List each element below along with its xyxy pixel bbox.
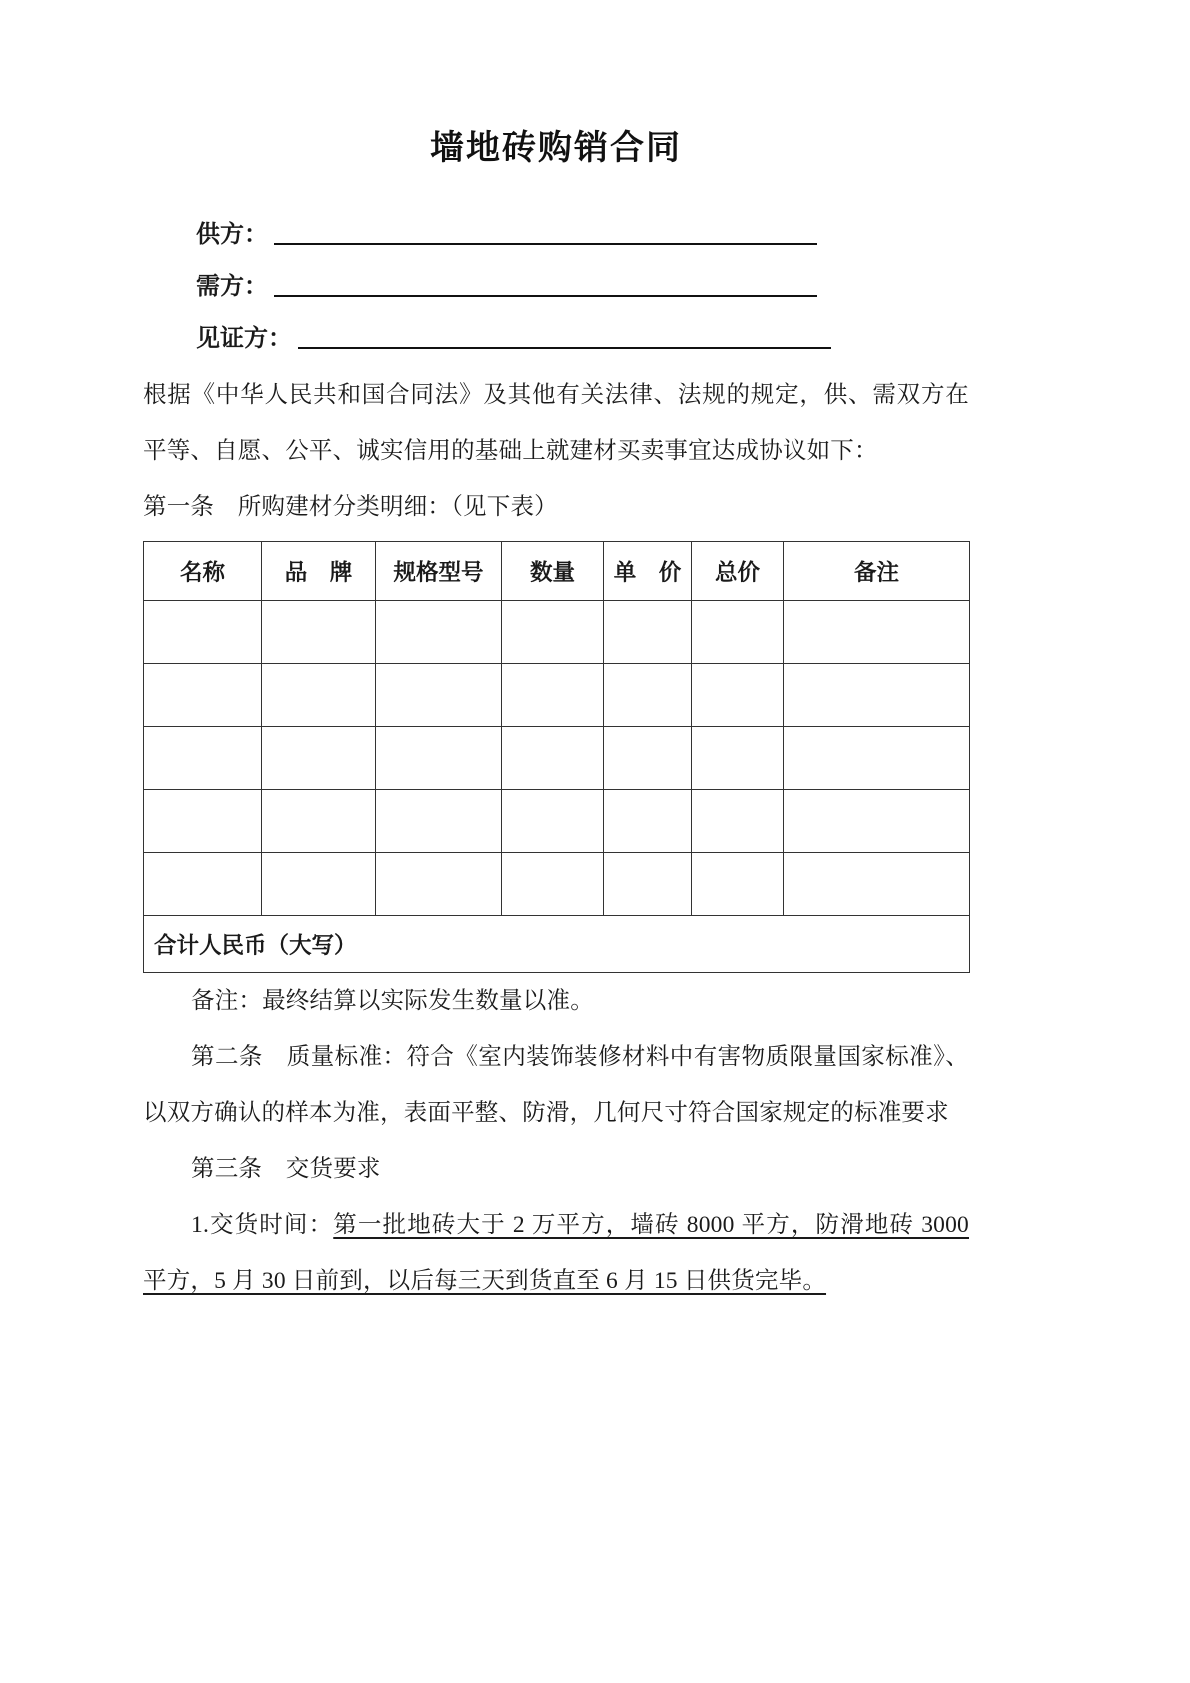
cell-price[interactable] bbox=[604, 600, 692, 663]
cell-qty[interactable] bbox=[502, 789, 604, 852]
table-row bbox=[144, 852, 970, 915]
materials-table bbox=[143, 541, 970, 973]
clause-three-item-1 bbox=[143, 1197, 969, 1309]
table-row bbox=[144, 789, 970, 852]
cell-spec[interactable] bbox=[376, 852, 502, 915]
cell-qty[interactable] bbox=[502, 726, 604, 789]
document-content bbox=[143, 0, 969, 1309]
witness-label: 见证方： bbox=[196, 325, 292, 353]
cell-qty[interactable] bbox=[502, 852, 604, 915]
delivery-time-underlined-value: 第一批地砖大于 2 万平方，墙砖 8000 平方，防滑地砖 3000 平方，5 月 30 日前到，以后每三天到货直至 6 月 15 日供货完毕。 bbox=[143, 1211, 969, 1294]
cell-remark[interactable] bbox=[784, 600, 970, 663]
cell-spec[interactable] bbox=[376, 789, 502, 852]
delivery-time-prefix: 1.交货时间： bbox=[191, 1211, 334, 1238]
witness-input-line[interactable] bbox=[298, 347, 831, 349]
page-title: 墙地砖购销合同 bbox=[430, 129, 682, 167]
cell-remark[interactable] bbox=[784, 663, 970, 726]
column-header-qty: 数量 bbox=[502, 541, 604, 600]
cell-name[interactable] bbox=[144, 852, 262, 915]
supplier-input-line[interactable] bbox=[274, 243, 817, 245]
cell-spec[interactable] bbox=[376, 663, 502, 726]
cell-total[interactable] bbox=[692, 663, 784, 726]
cell-price[interactable] bbox=[604, 726, 692, 789]
cell-total[interactable] bbox=[692, 789, 784, 852]
cell-price[interactable] bbox=[604, 789, 692, 852]
cell-remark[interactable] bbox=[784, 852, 970, 915]
buyer-label: 需方： bbox=[196, 273, 268, 301]
cell-price[interactable] bbox=[604, 852, 692, 915]
clause-three-heading: 第三条 交货要求 bbox=[191, 1155, 381, 1182]
clause-one-heading: 第一条 所购建材分类明细：（见下表） bbox=[143, 493, 558, 520]
buyer-field-row bbox=[143, 251, 969, 303]
preamble-paragraph: 根据《中华人民共和国合同法》及其他有关法律、法规的规定，供、需双方在平等、自愿、公平、诚实信用的基础上就建材买卖事宜达成协议如下： bbox=[143, 381, 969, 464]
table-row bbox=[144, 663, 970, 726]
cell-total[interactable] bbox=[692, 726, 784, 789]
total-amount-in-words-label[interactable]: 合计人民币（大写） bbox=[144, 915, 970, 972]
clause-two-text: 第二条 质量标准：符合《室内装饰装修材料中有害物质限量国家标准》、以双方确认的样本为准，表面平整、防滑，几何尺寸符合国家规定的标准要求 bbox=[143, 1043, 969, 1126]
table-total-row bbox=[144, 915, 970, 972]
cell-remark[interactable] bbox=[784, 726, 970, 789]
party-fields bbox=[143, 199, 969, 355]
cell-price[interactable] bbox=[604, 663, 692, 726]
table-note: 备注：最终结算以实际发生数量以准。 bbox=[191, 987, 594, 1014]
cell-qty[interactable] bbox=[502, 663, 604, 726]
cell-brand[interactable] bbox=[262, 663, 376, 726]
column-header-brand: 品 牌 bbox=[262, 541, 376, 600]
cell-spec[interactable] bbox=[376, 600, 502, 663]
table-header-row bbox=[144, 541, 970, 600]
cell-name[interactable] bbox=[144, 600, 262, 663]
cell-name[interactable] bbox=[144, 663, 262, 726]
buyer-input-line[interactable] bbox=[274, 295, 817, 297]
column-header-price: 单 价 bbox=[604, 541, 692, 600]
cell-brand[interactable] bbox=[262, 789, 376, 852]
column-header-remark: 备注 bbox=[784, 541, 970, 600]
cell-total[interactable] bbox=[692, 852, 784, 915]
cell-brand[interactable] bbox=[262, 852, 376, 915]
cell-remark[interactable] bbox=[784, 789, 970, 852]
table-row bbox=[144, 600, 970, 663]
cell-name[interactable] bbox=[144, 726, 262, 789]
cell-brand[interactable] bbox=[262, 726, 376, 789]
column-header-name: 名称 bbox=[144, 541, 262, 600]
cell-qty[interactable] bbox=[502, 600, 604, 663]
cell-name[interactable] bbox=[144, 789, 262, 852]
supplier-field-row bbox=[143, 199, 969, 251]
column-header-spec: 规格型号 bbox=[376, 541, 502, 600]
cell-spec[interactable] bbox=[376, 726, 502, 789]
cell-brand[interactable] bbox=[262, 600, 376, 663]
witness-field-row bbox=[143, 303, 969, 355]
supplier-label: 供方： bbox=[196, 221, 268, 249]
column-header-total: 总价 bbox=[692, 541, 784, 600]
table-row bbox=[144, 726, 970, 789]
cell-total[interactable] bbox=[692, 600, 784, 663]
